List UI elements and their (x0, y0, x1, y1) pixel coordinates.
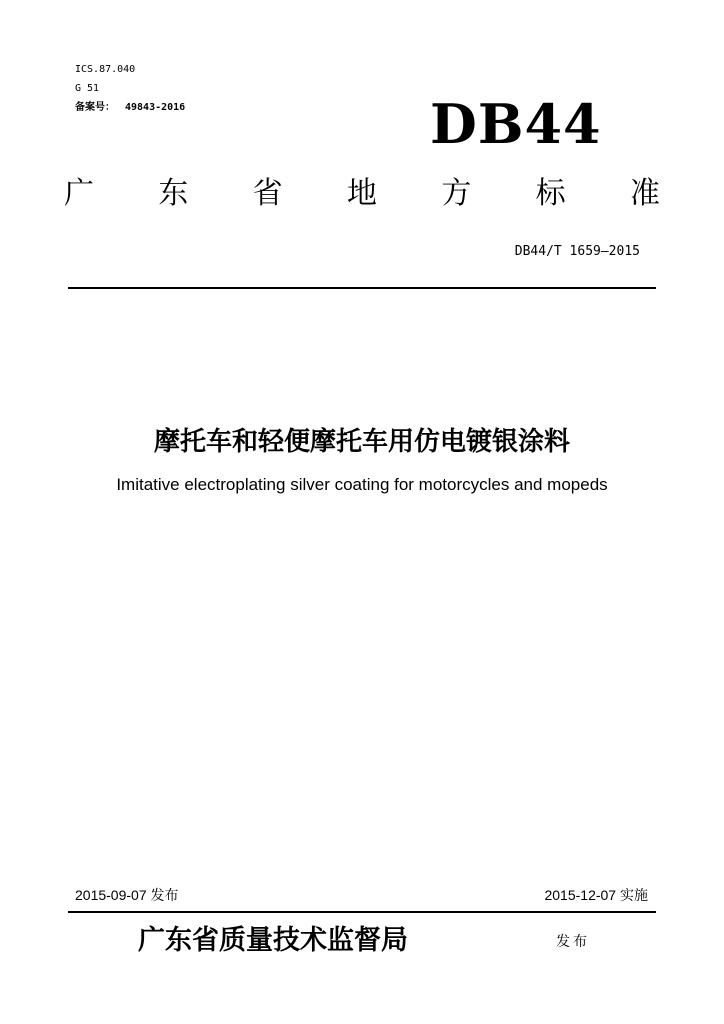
standard-code-logo: DB44 (430, 92, 602, 156)
issuing-authority: 广东省质量技术监督局 (138, 925, 408, 956)
category-char: 省 (252, 176, 283, 211)
publish-date: 2015-09-07 发布 (75, 887, 179, 903)
top-divider (68, 287, 656, 289)
classification-code: G 51 (75, 83, 100, 94)
category-char: 方 (441, 176, 472, 211)
category-char: 地 (346, 176, 377, 211)
title-english: Imitative electroplating silver coating for motorcycles and mopeds (116, 475, 608, 494)
category-char: 标 (535, 176, 566, 211)
category-char: 东 (158, 176, 189, 211)
bottom-divider (68, 911, 656, 913)
standard-number: DB44/T 1659—2015 (514, 244, 640, 259)
record-label: 备案号： (75, 102, 115, 113)
title-chinese: 摩托车和轻便摩托车用仿电镀银涂料 (153, 427, 570, 457)
ics-code: ICS.87.040 (75, 64, 136, 75)
record-value: 49843-2016 (125, 102, 186, 113)
implement-date: 2015-12-07 实施 (544, 887, 648, 903)
category-char: 准 (629, 176, 660, 211)
issuer-suffix: 发布 (556, 934, 590, 950)
record-number (75, 102, 185, 114)
standard-category (64, 174, 660, 214)
category-char: 广 (64, 176, 94, 211)
